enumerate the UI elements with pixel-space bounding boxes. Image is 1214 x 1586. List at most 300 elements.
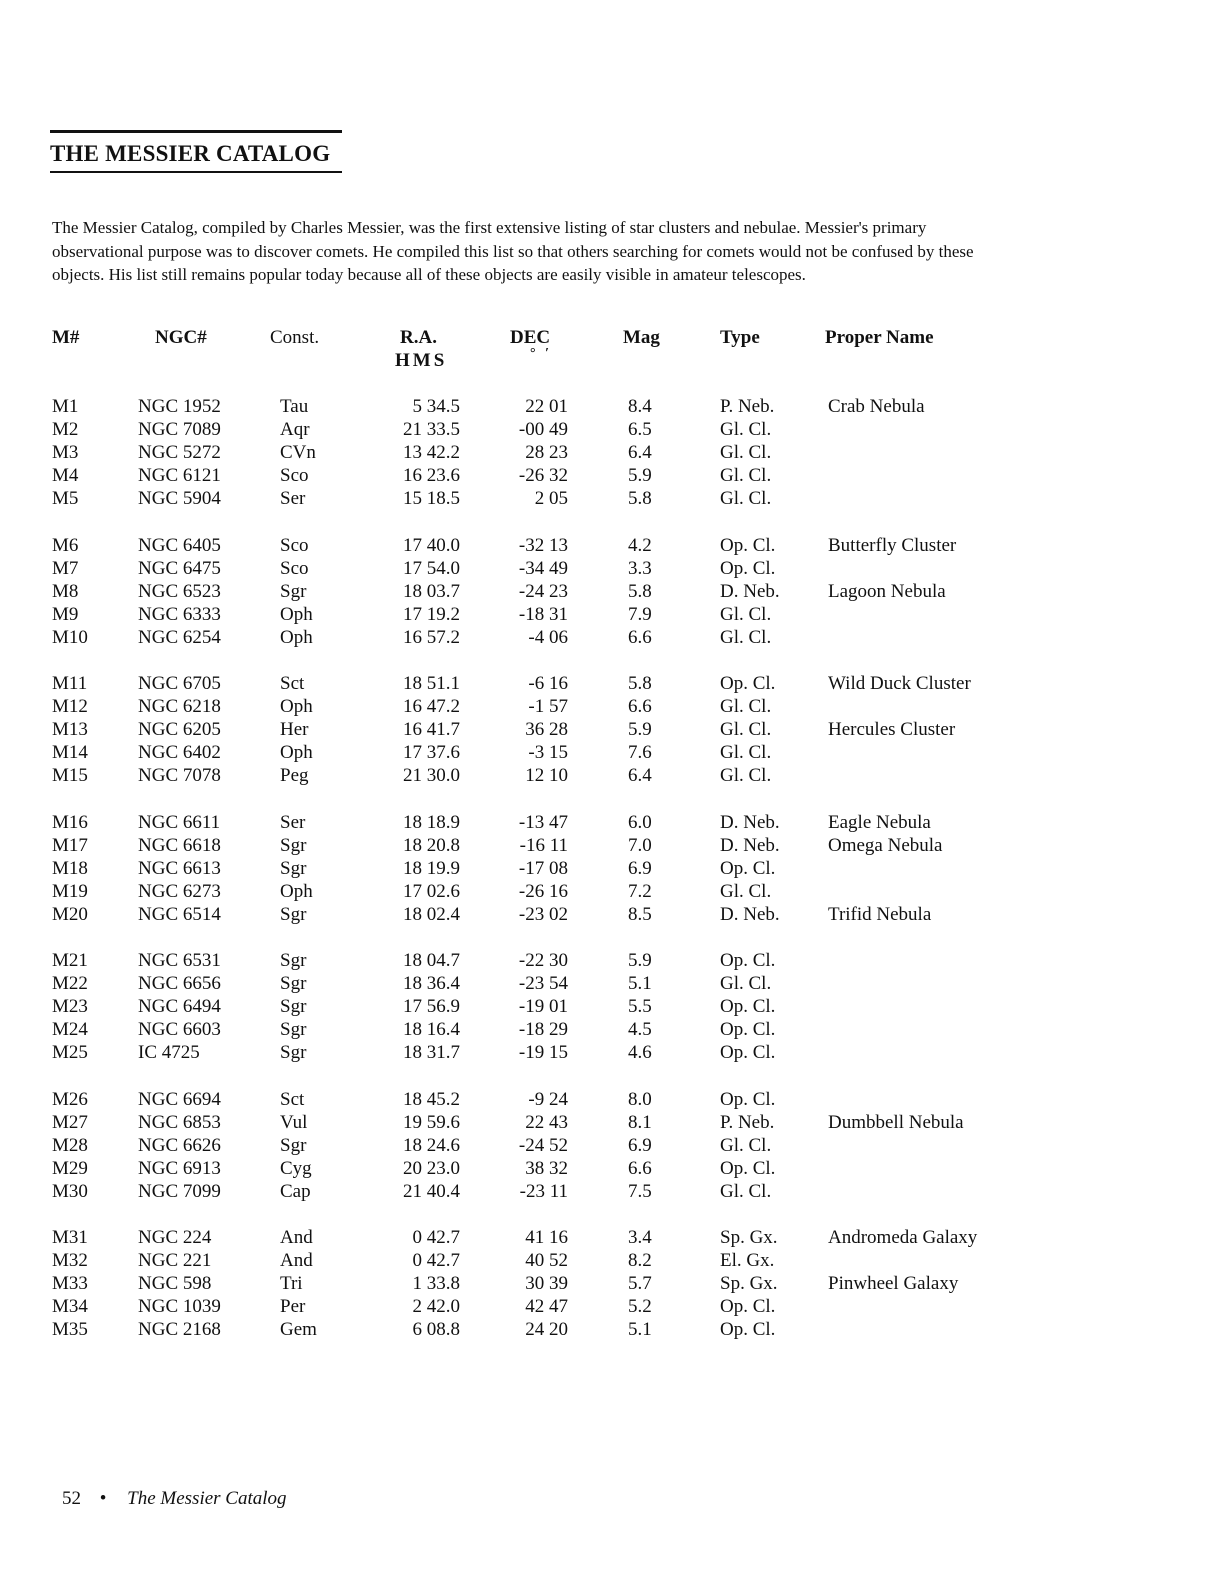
- ngc-number-cell: NGC 6494: [138, 996, 221, 1018]
- magnitude-cell: 5.1: [628, 973, 652, 995]
- m-number-cell: M13: [52, 719, 88, 741]
- ngc-number-cell: NGC 6273: [138, 880, 221, 902]
- m-number-cell: M33: [52, 1273, 88, 1295]
- m-number-cell: M2: [52, 419, 79, 441]
- header-ra: R.A.: [400, 327, 437, 348]
- m-number-cell: M26: [52, 1088, 88, 1110]
- constellation-cell: And: [280, 1227, 313, 1248]
- ngc-number-cell: NGC 6254: [138, 626, 221, 648]
- table-row: [0, 1019, 1214, 1042]
- ngc-number-cell: NGC 6475: [138, 557, 221, 579]
- m-number-cell: M19: [52, 880, 88, 902]
- footer-bullet: •: [99, 1488, 107, 1509]
- magnitude-cell: 7.5: [628, 1180, 652, 1202]
- magnitude-cell: 6.9: [628, 857, 652, 879]
- ngc-number-cell: NGC 6218: [138, 696, 221, 718]
- right-ascension-cell: 17 56.9: [403, 996, 460, 1018]
- declination-cell: -00 49: [518, 419, 568, 441]
- proper-name-cell: Trifid Nebula: [828, 903, 932, 925]
- m-number-cell: M15: [52, 765, 88, 787]
- magnitude-cell: 6.5: [628, 419, 652, 441]
- constellation-cell: Sgr: [280, 996, 307, 1018]
- declination-cell: 22 43: [525, 1111, 568, 1133]
- right-ascension-cell: 18 02.4: [403, 903, 460, 925]
- right-ascension-cell: 6 08.8: [412, 1319, 460, 1341]
- m-number-cell: M27: [52, 1111, 88, 1133]
- m-number-cell: M10: [52, 626, 88, 648]
- m-number-cell: M12: [52, 696, 88, 718]
- table-row: [0, 1158, 1214, 1181]
- object-type-cell: Gl. Cl.: [720, 419, 772, 441]
- declination-cell: -1 57: [528, 696, 568, 718]
- magnitude-cell: 5.8: [628, 488, 652, 510]
- object-type-cell: Op. Cl.: [720, 996, 776, 1018]
- ngc-number-cell: IC 4725: [138, 1042, 200, 1064]
- table-row: [0, 904, 1214, 927]
- constellation-cell: Cap: [280, 1180, 311, 1202]
- declination-cell: -24 52: [518, 1134, 568, 1156]
- header-dec: DEC: [510, 327, 551, 348]
- magnitude-cell: 8.5: [628, 903, 652, 925]
- proper-name-cell: Crab Nebula: [828, 396, 925, 417]
- declination-cell: -9 24: [528, 1088, 568, 1110]
- m-number-cell: M14: [52, 742, 88, 764]
- constellation-cell: Oph: [280, 603, 313, 625]
- ngc-number-cell: NGC 1952: [138, 396, 221, 417]
- right-ascension-cell: 18 19.9: [403, 857, 460, 879]
- object-type-cell: Op. Cl.: [720, 950, 776, 971]
- object-type-cell: Gl. Cl.: [720, 465, 772, 487]
- object-type-cell: Op. Cl.: [720, 857, 776, 879]
- m-number-cell: M18: [52, 857, 88, 879]
- object-type-cell: P. Neb.: [720, 1111, 775, 1133]
- table-row: [0, 1319, 1214, 1342]
- right-ascension-cell: 16 23.6: [403, 465, 460, 487]
- object-type-cell: Gl. Cl.: [720, 696, 772, 718]
- ngc-number-cell: NGC 224: [138, 1227, 212, 1248]
- constellation-cell: Aqr: [280, 419, 310, 441]
- constellation-cell: Gem: [280, 1319, 317, 1341]
- table-row: [0, 1135, 1214, 1158]
- declination-cell: 2 05: [534, 488, 568, 510]
- declination-cell: -13 47: [518, 811, 568, 833]
- declination-cell: -6 16: [528, 673, 568, 694]
- declination-cell: 22 01: [525, 396, 568, 417]
- m-number-cell: M28: [52, 1134, 88, 1156]
- right-ascension-cell: 16 57.2: [403, 626, 460, 648]
- constellation-cell: Sgr: [280, 950, 307, 971]
- ngc-number-cell: NGC 6205: [138, 719, 221, 741]
- constellation-cell: Ser: [280, 488, 306, 510]
- title-block: [50, 130, 342, 173]
- table-row: [0, 1181, 1214, 1204]
- table-row: [0, 812, 1214, 835]
- ngc-number-cell: NGC 6405: [138, 534, 221, 556]
- object-type-cell: Gl. Cl.: [720, 1180, 772, 1202]
- right-ascension-cell: 18 18.9: [403, 811, 460, 833]
- right-ascension-cell: 18 36.4: [403, 973, 460, 995]
- declination-cell: -16 11: [519, 834, 568, 856]
- magnitude-cell: 4.6: [628, 1042, 652, 1064]
- table-row: [0, 835, 1214, 858]
- object-type-cell: Op. Cl.: [720, 1296, 776, 1318]
- table-row: [0, 488, 1214, 511]
- m-number-cell: M6: [52, 534, 79, 556]
- constellation-cell: Ser: [280, 811, 306, 833]
- right-ascension-cell: 21 30.0: [403, 765, 460, 787]
- magnitude-cell: 4.5: [628, 1019, 652, 1041]
- object-type-cell: Sp. Gx.: [720, 1227, 778, 1248]
- declination-cell: -19 01: [518, 996, 568, 1018]
- table-row: [0, 1250, 1214, 1273]
- magnitude-cell: 6.6: [628, 626, 652, 648]
- right-ascension-cell: 16 41.7: [403, 719, 460, 741]
- constellation-cell: Sct: [280, 673, 305, 694]
- m-number-cell: M30: [52, 1180, 88, 1202]
- object-type-cell: Op. Cl.: [720, 1157, 776, 1179]
- declination-cell: -23 11: [519, 1180, 568, 1202]
- ngc-number-cell: NGC 5272: [138, 442, 221, 464]
- magnitude-cell: 6.6: [628, 1157, 652, 1179]
- declination-cell: -18 29: [518, 1019, 568, 1041]
- m-number-cell: M17: [52, 834, 88, 856]
- ngc-number-cell: NGC 2168: [138, 1319, 221, 1341]
- ngc-number-cell: NGC 6611: [138, 811, 221, 833]
- header-proper-name: Proper Name: [825, 327, 934, 348]
- magnitude-cell: 5.8: [628, 580, 652, 602]
- constellation-cell: Sco: [280, 534, 309, 556]
- m-number-cell: M22: [52, 973, 88, 995]
- ngc-number-cell: NGC 221: [138, 1250, 212, 1272]
- table-row: [0, 581, 1214, 604]
- ngc-number-cell: NGC 6705: [138, 673, 221, 694]
- header-dec-units: ° ′: [530, 346, 553, 361]
- constellation-cell: Sgr: [280, 1042, 307, 1064]
- ngc-number-cell: NGC 6333: [138, 603, 221, 625]
- right-ascension-cell: 0 42.7: [412, 1250, 460, 1272]
- ngc-number-cell: NGC 6402: [138, 742, 221, 764]
- declination-cell: -22 30: [518, 950, 568, 971]
- magnitude-cell: 6.0: [628, 811, 652, 833]
- right-ascension-cell: 17 37.6: [403, 742, 460, 764]
- magnitude-cell: 6.4: [628, 442, 652, 464]
- right-ascension-cell: 17 40.0: [403, 534, 460, 556]
- right-ascension-cell: 17 19.2: [403, 603, 460, 625]
- table-row: [0, 742, 1214, 765]
- magnitude-cell: 5.5: [628, 996, 652, 1018]
- object-type-cell: Gl. Cl.: [720, 765, 772, 787]
- declination-cell: -4 06: [528, 626, 568, 648]
- right-ascension-cell: 5 34.5: [412, 396, 460, 417]
- header-m-number: M#: [52, 327, 80, 348]
- ngc-number-cell: NGC 598: [138, 1273, 212, 1295]
- object-type-cell: Sp. Gx.: [720, 1273, 778, 1295]
- object-type-cell: Op. Cl.: [720, 1088, 776, 1110]
- right-ascension-cell: 18 04.7: [403, 950, 460, 971]
- declination-cell: -23 02: [518, 903, 568, 925]
- table-row: [0, 1296, 1214, 1319]
- m-number-cell: M7: [52, 557, 79, 579]
- constellation-cell: Sco: [280, 465, 309, 487]
- right-ascension-cell: 18 31.7: [403, 1042, 460, 1064]
- table-row: [0, 535, 1214, 558]
- m-number-cell: M25: [52, 1042, 88, 1064]
- right-ascension-cell: 2 42.0: [412, 1296, 460, 1318]
- right-ascension-cell: 16 47.2: [403, 696, 460, 718]
- constellation-cell: And: [280, 1250, 313, 1272]
- object-type-cell: Op. Cl.: [720, 1042, 776, 1064]
- table-row: [0, 396, 1214, 419]
- right-ascension-cell: 15 18.5: [403, 488, 460, 510]
- ngc-number-cell: NGC 6656: [138, 973, 221, 995]
- table-row: [0, 604, 1214, 627]
- constellation-cell: Tri: [280, 1273, 303, 1295]
- header-ra-units: HMS: [395, 350, 448, 371]
- table-row: [0, 696, 1214, 719]
- constellation-cell: Oph: [280, 742, 313, 764]
- m-number-cell: M9: [52, 603, 79, 625]
- declination-cell: 24 20: [525, 1319, 568, 1341]
- declination-cell: -34 49: [518, 557, 568, 579]
- m-number-cell: M16: [52, 811, 88, 833]
- object-type-cell: D. Neb.: [720, 580, 780, 602]
- object-type-cell: Op. Cl.: [720, 1319, 776, 1341]
- table-row: [0, 442, 1214, 465]
- declination-cell: -26 16: [518, 880, 568, 902]
- m-number-cell: M23: [52, 996, 88, 1018]
- declination-cell: -3 15: [528, 742, 568, 764]
- declination-cell: -23 54: [518, 973, 568, 995]
- object-type-cell: Gl. Cl.: [720, 719, 772, 741]
- object-type-cell: Gl. Cl.: [720, 880, 772, 902]
- constellation-cell: Peg: [280, 765, 309, 787]
- ngc-number-cell: NGC 5904: [138, 488, 221, 510]
- table-row: [0, 719, 1214, 742]
- ngc-number-cell: NGC 6613: [138, 857, 221, 879]
- declination-cell: -18 31: [518, 603, 568, 625]
- object-type-cell: Op. Cl.: [720, 1019, 776, 1041]
- right-ascension-cell: 18 51.1: [403, 673, 460, 694]
- proper-name-cell: Hercules Cluster: [828, 719, 956, 741]
- magnitude-cell: 5.1: [628, 1319, 652, 1341]
- object-type-cell: Gl. Cl.: [720, 626, 772, 648]
- magnitude-cell: 5.2: [628, 1296, 652, 1318]
- table-row: [0, 1112, 1214, 1135]
- right-ascension-cell: 18 16.4: [403, 1019, 460, 1041]
- m-number-cell: M21: [52, 950, 88, 971]
- table-row: [0, 465, 1214, 488]
- right-ascension-cell: 20 23.0: [403, 1157, 460, 1179]
- m-number-cell: M31: [52, 1227, 88, 1248]
- ngc-number-cell: NGC 7078: [138, 765, 221, 787]
- object-type-cell: D. Neb.: [720, 903, 780, 925]
- constellation-cell: Per: [280, 1296, 306, 1318]
- right-ascension-cell: 21 33.5: [403, 419, 460, 441]
- table-row: [0, 765, 1214, 788]
- object-type-cell: Gl. Cl.: [720, 488, 772, 510]
- magnitude-cell: 5.9: [628, 719, 652, 741]
- constellation-cell: Sgr: [280, 857, 307, 879]
- ngc-number-cell: NGC 6523: [138, 580, 221, 602]
- right-ascension-cell: 18 24.6: [403, 1134, 460, 1156]
- magnitude-cell: 5.8: [628, 673, 652, 694]
- magnitude-cell: 7.9: [628, 603, 652, 625]
- proper-name-cell: Omega Nebula: [828, 834, 943, 856]
- declination-cell: 28 23: [525, 442, 568, 464]
- constellation-cell: Oph: [280, 696, 313, 718]
- ngc-number-cell: NGC 7099: [138, 1180, 221, 1202]
- declination-cell: 36 28: [525, 719, 568, 741]
- table-row: [0, 1089, 1214, 1112]
- m-number-cell: M11: [52, 673, 88, 694]
- magnitude-cell: 8.4: [628, 396, 652, 417]
- magnitude-cell: 6.6: [628, 696, 652, 718]
- right-ascension-cell: 21 40.4: [403, 1180, 460, 1202]
- constellation-cell: Vul: [280, 1111, 308, 1133]
- magnitude-cell: 7.6: [628, 742, 652, 764]
- running-title: The Messier Catalog: [127, 1488, 287, 1509]
- magnitude-cell: 7.2: [628, 880, 652, 902]
- declination-cell: -32 13: [518, 534, 568, 556]
- constellation-cell: Sct: [280, 1088, 305, 1110]
- ngc-number-cell: NGC 6694: [138, 1088, 221, 1110]
- object-type-cell: D. Neb.: [720, 834, 780, 856]
- table-row: [0, 1042, 1214, 1065]
- constellation-cell: Sgr: [280, 973, 307, 995]
- object-type-cell: Op. Cl.: [720, 534, 776, 556]
- object-type-cell: Gl. Cl.: [720, 973, 772, 995]
- table-row: [0, 1227, 1214, 1250]
- table-row: [0, 996, 1214, 1019]
- magnitude-cell: 3.3: [628, 557, 652, 579]
- table-row: [0, 673, 1214, 696]
- proper-name-cell: Lagoon Nebula: [828, 580, 946, 602]
- m-number-cell: M35: [52, 1319, 88, 1341]
- object-type-cell: Op. Cl.: [720, 557, 776, 579]
- constellation-cell: Sgr: [280, 903, 307, 925]
- m-number-cell: M5: [52, 488, 79, 510]
- constellation-cell: Sgr: [280, 1134, 307, 1156]
- magnitude-cell: 5.9: [628, 465, 652, 487]
- proper-name-cell: Pinwheel Galaxy: [828, 1273, 959, 1295]
- declination-cell: -17 08: [518, 857, 568, 879]
- declination-cell: 30 39: [525, 1273, 568, 1295]
- right-ascension-cell: 18 03.7: [403, 580, 460, 602]
- ngc-number-cell: NGC 6853: [138, 1111, 221, 1133]
- declination-cell: 38 32: [525, 1157, 568, 1179]
- object-type-cell: Gl. Cl.: [720, 603, 772, 625]
- object-type-cell: El. Gx.: [720, 1250, 775, 1272]
- m-number-cell: M29: [52, 1157, 88, 1179]
- magnitude-cell: 8.1: [628, 1111, 652, 1133]
- m-number-cell: M34: [52, 1296, 88, 1318]
- right-ascension-cell: 17 02.6: [403, 880, 460, 902]
- proper-name-cell: Wild Duck Cluster: [828, 673, 971, 694]
- constellation-cell: Cyg: [280, 1157, 312, 1179]
- constellation-cell: Her: [280, 719, 309, 741]
- constellation-cell: Sgr: [280, 580, 307, 602]
- right-ascension-cell: 1 33.8: [412, 1273, 460, 1295]
- object-type-cell: D. Neb.: [720, 811, 780, 833]
- ngc-number-cell: NGC 6514: [138, 903, 221, 925]
- m-number-cell: M1: [52, 396, 79, 417]
- proper-name-cell: Butterfly Cluster: [828, 534, 957, 556]
- m-number-cell: M4: [52, 465, 79, 487]
- table-row: [0, 558, 1214, 581]
- right-ascension-cell: 19 59.6: [403, 1111, 460, 1133]
- declination-cell: 41 16: [525, 1227, 568, 1248]
- page-title: THE MESSIER CATALOG: [50, 141, 331, 166]
- object-type-cell: Op. Cl.: [720, 673, 776, 694]
- m-number-cell: M32: [52, 1250, 88, 1272]
- ngc-number-cell: NGC 7089: [138, 419, 221, 441]
- magnitude-cell: 4.2: [628, 534, 652, 556]
- right-ascension-cell: 17 54.0: [403, 557, 460, 579]
- magnitude-cell: 7.0: [628, 834, 652, 856]
- proper-name-cell: Eagle Nebula: [828, 811, 931, 833]
- header-magnitude: Mag: [623, 327, 660, 348]
- constellation-cell: Sgr: [280, 1019, 307, 1041]
- constellation-cell: Oph: [280, 880, 313, 902]
- ngc-number-cell: NGC 6531: [138, 950, 221, 971]
- table-row: [0, 419, 1214, 442]
- ngc-number-cell: NGC 6913: [138, 1157, 221, 1179]
- proper-name-cell: Dumbbell Nebula: [828, 1111, 964, 1133]
- ngc-number-cell: NGC 6121: [138, 465, 221, 487]
- constellation-cell: Sco: [280, 557, 309, 579]
- table-row: [0, 973, 1214, 996]
- object-type-cell: Gl. Cl.: [720, 742, 772, 764]
- object-type-cell: Gl. Cl.: [720, 442, 772, 464]
- proper-name-cell: Andromeda Galaxy: [828, 1227, 978, 1248]
- ngc-number-cell: NGC 6618: [138, 834, 221, 856]
- table-row: [0, 627, 1214, 650]
- object-type-cell: P. Neb.: [720, 396, 775, 417]
- page-footer: [62, 1488, 287, 1510]
- right-ascension-cell: 0 42.7: [412, 1227, 460, 1248]
- declination-cell: -26 32: [518, 465, 568, 487]
- declination-cell: 12 10: [525, 765, 568, 787]
- ngc-number-cell: NGC 6603: [138, 1019, 221, 1041]
- magnitude-cell: 6.4: [628, 765, 652, 787]
- header-type: Type: [720, 327, 760, 348]
- declination-cell: -24 23: [518, 580, 568, 602]
- magnitude-cell: 5.9: [628, 950, 652, 971]
- header-ngc-number: NGC#: [155, 327, 207, 348]
- constellation-cell: Sgr: [280, 834, 307, 856]
- magnitude-cell: 6.9: [628, 1134, 652, 1156]
- declination-cell: 42 47: [525, 1296, 568, 1318]
- magnitude-cell: 8.0: [628, 1088, 652, 1110]
- ngc-number-cell: NGC 1039: [138, 1296, 221, 1318]
- constellation-cell: Oph: [280, 626, 313, 648]
- declination-cell: -19 15: [518, 1042, 568, 1064]
- page-number: 52: [62, 1488, 81, 1509]
- magnitude-cell: 8.2: [628, 1250, 652, 1272]
- table-row: [0, 881, 1214, 904]
- constellation-cell: Tau: [280, 396, 309, 417]
- declination-cell: 40 52: [525, 1250, 568, 1272]
- right-ascension-cell: 13 42.2: [403, 442, 460, 464]
- m-number-cell: M3: [52, 442, 79, 464]
- table-row: [0, 1273, 1214, 1296]
- ngc-number-cell: NGC 6626: [138, 1134, 221, 1156]
- m-number-cell: M8: [52, 580, 79, 602]
- header-constellation: Const.: [270, 327, 320, 348]
- magnitude-cell: 5.7: [628, 1273, 652, 1295]
- intro-paragraph: The Messier Catalog, compiled by Charles Messier, was the first extensive listing of star clusters and nebulae. Messier's primary observational purpose was to discover comets. He compiled this list so that others searching for comets would not be confused by these objects. His list still remains popular today because all of these objects are easily visible in amateur telescopes.: [52, 218, 974, 284]
- magnitude-cell: 3.4: [628, 1227, 652, 1248]
